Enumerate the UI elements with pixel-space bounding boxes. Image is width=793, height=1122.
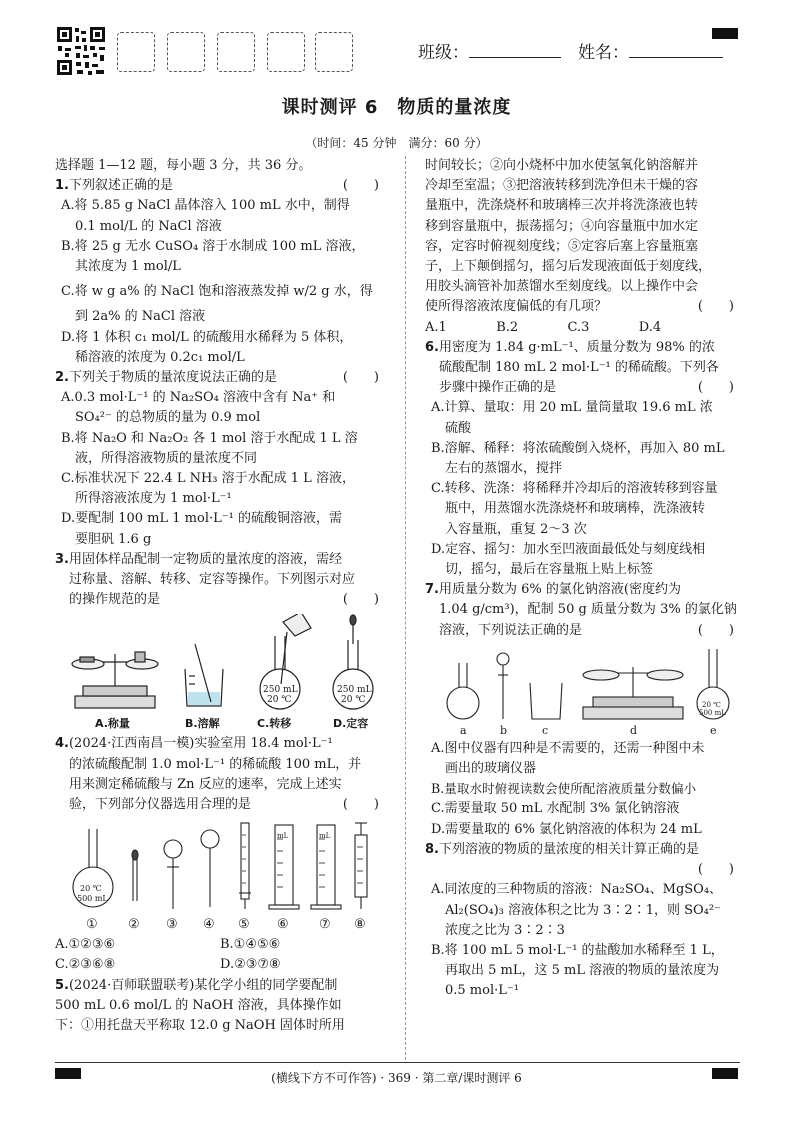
answer-bracket[interactable]: ( ) bbox=[342, 370, 379, 386]
question-stem: 下列关于物质的量浓度说法正确的是 bbox=[68, 370, 277, 386]
question-stem-cont: 步骤中操作正确的是 bbox=[439, 380, 557, 396]
question-8 bbox=[425, 840, 740, 1002]
apparatus-number: ② bbox=[128, 917, 140, 933]
question-stem-cont: 的操作规范的是 bbox=[69, 592, 161, 608]
question-stem-cont: 冷却至室温；③把溶液转移到洗净但未干燥的容 bbox=[425, 178, 699, 194]
question-stem-cont: 下：①用托盘天平称取 12.0 g NaOH 固体时所用 bbox=[55, 1018, 345, 1034]
question-number: 3. bbox=[55, 551, 69, 567]
option-d[interactable] bbox=[425, 540, 740, 560]
question-number: 7. bbox=[425, 582, 439, 598]
option-a-cont: 浓度之比为 3∶2∶3 bbox=[445, 922, 565, 938]
option-a[interactable]: A.①②③⑥ bbox=[55, 937, 116, 953]
option-text: A.计算、量取：用 20 mL 量筒量取 19.6 mL 浓 bbox=[431, 400, 713, 416]
option-d[interactable] bbox=[55, 509, 385, 529]
option-b-cont: 0.5 mol·L⁻¹ bbox=[445, 983, 519, 999]
apparatus-letter: e bbox=[710, 723, 717, 737]
time-score-info: （时间：45 分钟 满分：60 分） bbox=[305, 136, 488, 150]
question-number: 2. bbox=[55, 370, 69, 386]
option-b-cont: 其浓度为 1 mol/L bbox=[75, 259, 181, 275]
option-c[interactable]: C.3 bbox=[567, 319, 590, 335]
option-text: A.同浓度的三种物质的溶液：Na₂SO₄、MgSO₄、 bbox=[431, 882, 723, 898]
answer-bracket[interactable]: ( ) bbox=[342, 592, 379, 608]
option-text: D.定容、摇匀：加水至凹液面最低处与刻度线相 bbox=[431, 541, 706, 557]
question-5-continued bbox=[425, 156, 740, 338]
option-text: D.需要量取的 6% 氯化钠溶液的体积为 24 mL bbox=[431, 821, 702, 837]
score-box[interactable] bbox=[217, 32, 255, 72]
option-d[interactable]: D.4 bbox=[638, 319, 662, 335]
question-stem: 用质量分数为 6% 的氯化钠溶液(密度约为 bbox=[438, 582, 681, 598]
option-text: B.将 100 mL 5 mol·L⁻¹ 的盐酸加水稀释至 1 L， bbox=[431, 942, 724, 958]
question-1 bbox=[55, 176, 385, 368]
option-a-cont: Al₂(SO₄)₃ 溶液体积之比为 3∶2∶1，则 SO₄²⁻ bbox=[445, 902, 721, 918]
answer-bracket[interactable]: ( ) bbox=[342, 178, 379, 194]
flask-volume-text: 500 mL bbox=[77, 894, 108, 904]
figure-q4 bbox=[55, 819, 385, 933]
figure-label-c: C.转移 bbox=[257, 717, 292, 731]
option-b[interactable]: B.①④⑤⑥ bbox=[220, 937, 281, 953]
option-a-cont: 0.1 mol/L 的 NaCl 溶液 bbox=[75, 218, 222, 234]
option-text: A.图中仪器有四种是不需要的，还需一种图中未 bbox=[431, 740, 705, 756]
balance-icon bbox=[72, 652, 158, 708]
question-stem: 下列叙述正确的是 bbox=[68, 178, 173, 194]
option-a-cont: 硫酸 bbox=[445, 420, 472, 436]
class-label: 班级： bbox=[418, 43, 469, 63]
question-stem-cont: 溶液，下列说法正确的是 bbox=[439, 622, 583, 638]
balance-icon bbox=[583, 707, 683, 719]
question-stem-cont: 量瓶中，洗涤烧杯和玻璃棒三次并将洗涤液也转 bbox=[425, 198, 699, 214]
option-a[interactable] bbox=[425, 398, 740, 418]
question-2 bbox=[55, 368, 385, 550]
figure-q7 bbox=[425, 645, 740, 737]
flask-temp-text: 20 ℃ bbox=[80, 884, 102, 894]
question-number: 5. bbox=[55, 977, 69, 993]
question-stem-cont: 子，上下颠倒摇匀，摇匀后发现液面低于刻度线， bbox=[425, 259, 712, 275]
beaker-icon bbox=[185, 644, 223, 706]
figure-q3 bbox=[55, 614, 385, 732]
option-d-cont: 稀溶液的浓度为 0.2c₁ mol/L bbox=[75, 349, 245, 365]
option-c[interactable]: C.②③⑥⑧ bbox=[55, 957, 116, 973]
option-b[interactable] bbox=[425, 439, 740, 459]
question-6 bbox=[425, 338, 740, 580]
option-text: B.将 Na₂O 和 Na₂O₂ 各 1 mol 溶于水配成 1 L 溶 bbox=[61, 430, 358, 446]
option-d-cont: 要胆矾 1.6 g bbox=[75, 531, 152, 547]
option-a-cont: 画出的玻璃仪器 bbox=[445, 761, 537, 777]
beaker-icon bbox=[530, 683, 562, 719]
option-a-cont: SO₄²⁻ 的总物质的量为 0.9 mol bbox=[75, 410, 261, 426]
option-b-cont: 液，所得溶液物质的量浓度不同 bbox=[75, 450, 258, 466]
flask-volume-text: 500 mL bbox=[699, 708, 726, 717]
answer-bracket[interactable]: ( ) bbox=[697, 622, 734, 638]
flask-temp-text: 20 ℃ bbox=[267, 695, 292, 706]
footer-rule bbox=[55, 1062, 740, 1063]
question-stem: 下列溶液的物质的量浓度的相关计算正确的是 bbox=[438, 841, 699, 857]
alignment-mark bbox=[712, 28, 738, 39]
apparatus-number: ⑤ bbox=[238, 917, 250, 933]
section-intro: 选择题 1—12 题，每小题 3 分，共 36 分。 bbox=[55, 158, 312, 173]
figure-label-d: D.定容 bbox=[333, 717, 369, 731]
score-box[interactable] bbox=[167, 32, 205, 72]
option-c[interactable] bbox=[55, 469, 385, 489]
answer-bracket[interactable]: ( ) bbox=[697, 380, 734, 396]
flask-temp-text: 20 ℃ bbox=[341, 695, 366, 706]
page-header bbox=[0, 0, 793, 90]
question-stem-cont: 500 mL 0.6 mol/L 的 NaOH 溶液，具体操作如 bbox=[55, 997, 342, 1013]
question-stem-cont: 时间较长；②向小烧杯中加水使氢氧化钠溶解并 bbox=[425, 158, 699, 173]
option-d[interactable] bbox=[425, 820, 740, 840]
figure-label-b: B.溶解 bbox=[185, 717, 220, 731]
apparatus-number: ⑥ bbox=[277, 917, 289, 933]
option-a[interactable] bbox=[55, 196, 385, 216]
answer-bracket[interactable]: ( ) bbox=[342, 797, 379, 813]
apparatus-letter: d bbox=[630, 723, 638, 737]
question-stem: 用密度为 1.84 g·mL⁻¹、质量分数为 98% 的浓 bbox=[438, 339, 715, 355]
score-box[interactable] bbox=[315, 32, 353, 72]
question-stem-cont: 1.04 g/cm³)，配制 50 g 质量分数为 3% 的氯化钠 bbox=[439, 602, 737, 618]
page-footer: (横线下方不可作答) · 369 · 第二章/课时测评 6 bbox=[271, 1071, 522, 1085]
flask-volume-text: 250 mL bbox=[337, 685, 372, 696]
question-number: 4. bbox=[55, 736, 69, 752]
qr-code-icon bbox=[55, 25, 107, 77]
option-b[interactable] bbox=[55, 237, 385, 257]
option-text: C.将 w g a% 的 NaCl 饱和溶液蒸发掉 w/2 g 水，得 bbox=[61, 284, 373, 300]
right-column bbox=[425, 156, 740, 1002]
apparatus-letter: c bbox=[542, 723, 549, 737]
name-field[interactable] bbox=[578, 38, 723, 63]
question-stem-cont: 用来测定稀硫酸与 Zn 反应的速率，完成上述实 bbox=[69, 776, 342, 792]
answer-bracket[interactable]: ( ) bbox=[697, 862, 734, 878]
question-stem: (2024·江西南昌一模)实验室用 18.4 mol·L⁻¹ bbox=[68, 736, 333, 752]
flask-icon bbox=[447, 687, 479, 719]
name-label: 姓名： bbox=[578, 43, 629, 63]
left-column bbox=[55, 156, 385, 1036]
cylinder-unit-text: mL bbox=[277, 832, 289, 841]
option-a[interactable] bbox=[55, 388, 385, 408]
question-stem-cont: 验，下列部分仪器选用合理的是 bbox=[69, 797, 252, 813]
option-c[interactable] bbox=[425, 479, 740, 499]
option-text: C.转移、洗涤：将稀释并冷却后的溶液转移到容量 bbox=[431, 481, 718, 497]
answer-bracket[interactable]: ( ) bbox=[697, 299, 734, 315]
class-field[interactable] bbox=[418, 38, 561, 63]
apparatus-number: ④ bbox=[203, 917, 215, 933]
option-a[interactable] bbox=[425, 739, 740, 759]
option-text: D.将 1 体积 c₁ mol/L 的硫酸用水稀释为 5 体积， bbox=[61, 329, 353, 345]
question-stem-cont: 硫酸配制 180 mL 2 mol·L⁻¹ 的稀硫酸。下列各 bbox=[439, 360, 719, 376]
option-c-cont: 瓶中，用蒸馏水洗涤烧杯和玻璃棒，洗涤液转 bbox=[445, 501, 706, 517]
question-stem: (2024·百师联盟联考)某化学小组的同学要配制 bbox=[68, 977, 338, 993]
option-b[interactable] bbox=[425, 779, 740, 799]
option-b-cont: 再取出 5 mL，这 5 mL 溶液的物质的量浓度为 bbox=[445, 963, 720, 979]
option-b-cont: 左右的蒸馏水，搅拌 bbox=[445, 461, 563, 477]
question-stem-cont: 容，定容时俯视刻度线；⑤定容后塞上容量瓶塞 bbox=[425, 238, 699, 254]
page-title: 课时测评 6 物质的量浓度 bbox=[281, 97, 512, 118]
score-box[interactable] bbox=[117, 32, 155, 72]
question-stem-cont: 使所得溶液浓度偏低的有几项？ bbox=[425, 299, 608, 315]
question-stem-cont: 用胶头滴管补加蒸馏水至刻度线。以上操作中会 bbox=[425, 279, 699, 295]
option-d[interactable] bbox=[55, 328, 385, 348]
option-b[interactable] bbox=[425, 941, 740, 961]
apparatus-letter: a bbox=[460, 723, 467, 737]
syringe-icon bbox=[355, 835, 367, 897]
funnel-icon bbox=[201, 830, 219, 848]
question-stem-cont: 的浓硫酸配制 1.0 mol·L⁻¹ 的稀硫酸 100 mL，并 bbox=[69, 756, 362, 772]
question-3 bbox=[55, 550, 385, 733]
question-stem: 用固体样品配制一定物质的量浓度的溶液，需经 bbox=[68, 551, 342, 567]
q7-apparatus-illustration bbox=[425, 645, 740, 723]
question-number: 1. bbox=[55, 178, 69, 194]
option-text: D.要配制 100 mL 1 mol·L⁻¹ 的硫酸铜溶液，需 bbox=[61, 511, 342, 527]
option-c-cont: 入容量瓶，重复 2～3 次 bbox=[445, 521, 587, 537]
option-c-cont: 所得溶液浓度为 1 mol·L⁻¹ bbox=[75, 491, 232, 507]
option-text: C.标准状况下 22.4 L NH₃ 溶于水配成 1 L 溶液， bbox=[61, 471, 355, 487]
option-text: B.溶解、稀释：将浓硫酸倒入烧杯，再加入 80 mL bbox=[431, 440, 725, 456]
option-c[interactable] bbox=[425, 799, 740, 819]
question-4 bbox=[55, 734, 385, 975]
flask-volume-text: 250 mL bbox=[263, 685, 298, 696]
apparatus-number: ① bbox=[86, 917, 98, 933]
apparatus-number: ③ bbox=[166, 917, 178, 933]
question-7 bbox=[425, 580, 740, 840]
apparatus-number: ⑦ bbox=[319, 917, 331, 933]
name-blank[interactable] bbox=[629, 44, 723, 58]
option-b[interactable]: B.2 bbox=[496, 319, 519, 335]
separatory-funnel-icon bbox=[164, 840, 182, 858]
figure-label-a: A.称量 bbox=[95, 717, 130, 731]
flask-temp-text: 20 ℃ bbox=[702, 700, 721, 709]
apparatus-number: ⑧ bbox=[354, 917, 366, 933]
option-c-cont: 到 2a% 的 NaCl 溶液 bbox=[75, 309, 206, 325]
option-text: A.0.3 mol·L⁻¹ 的 Na₂SO₄ 溶液中含有 Na⁺ 和 bbox=[61, 390, 336, 406]
option-text: B.将 25 g 无水 CuSO₄ 溶于水制成 100 mL 溶液， bbox=[61, 238, 365, 254]
option-text: C.需要量取 50 mL 水配制 3% 氯化钠溶液 bbox=[431, 801, 680, 817]
option-b[interactable] bbox=[55, 429, 385, 449]
column-divider bbox=[405, 156, 406, 1060]
option-d-cont: 切，摇匀，最后在容量瓶上贴上标签 bbox=[445, 562, 654, 578]
option-text: A.将 5.85 g NaCl 晶体溶入 100 mL 水中，制得 bbox=[61, 198, 350, 214]
class-blank[interactable] bbox=[469, 44, 561, 58]
question-stem-cont: 移到容量瓶中，振荡摇匀；④向容量瓶中加水定 bbox=[425, 218, 699, 234]
score-box[interactable] bbox=[267, 32, 305, 72]
question-number: 8. bbox=[425, 841, 439, 857]
option-d[interactable]: D.②③⑦⑧ bbox=[220, 957, 281, 973]
question-5 bbox=[55, 976, 385, 1037]
option-text: B.量取水时俯视读数会使所配溶液质量分数偏小 bbox=[431, 781, 697, 797]
option-a[interactable] bbox=[425, 880, 740, 900]
q3-apparatus-illustration bbox=[55, 614, 385, 712]
separatory-funnel-icon bbox=[497, 653, 509, 665]
option-a[interactable]: A.1 bbox=[425, 319, 447, 335]
question-stem-cont: 过称量、溶解、转移、定容等操作。下列图示对应 bbox=[69, 572, 356, 588]
burette-icon bbox=[241, 823, 249, 899]
question-number: 6. bbox=[425, 339, 439, 355]
option-c[interactable] bbox=[55, 282, 385, 302]
cylinder-unit-text: mL bbox=[319, 832, 331, 841]
apparatus-letter: b bbox=[500, 723, 508, 737]
